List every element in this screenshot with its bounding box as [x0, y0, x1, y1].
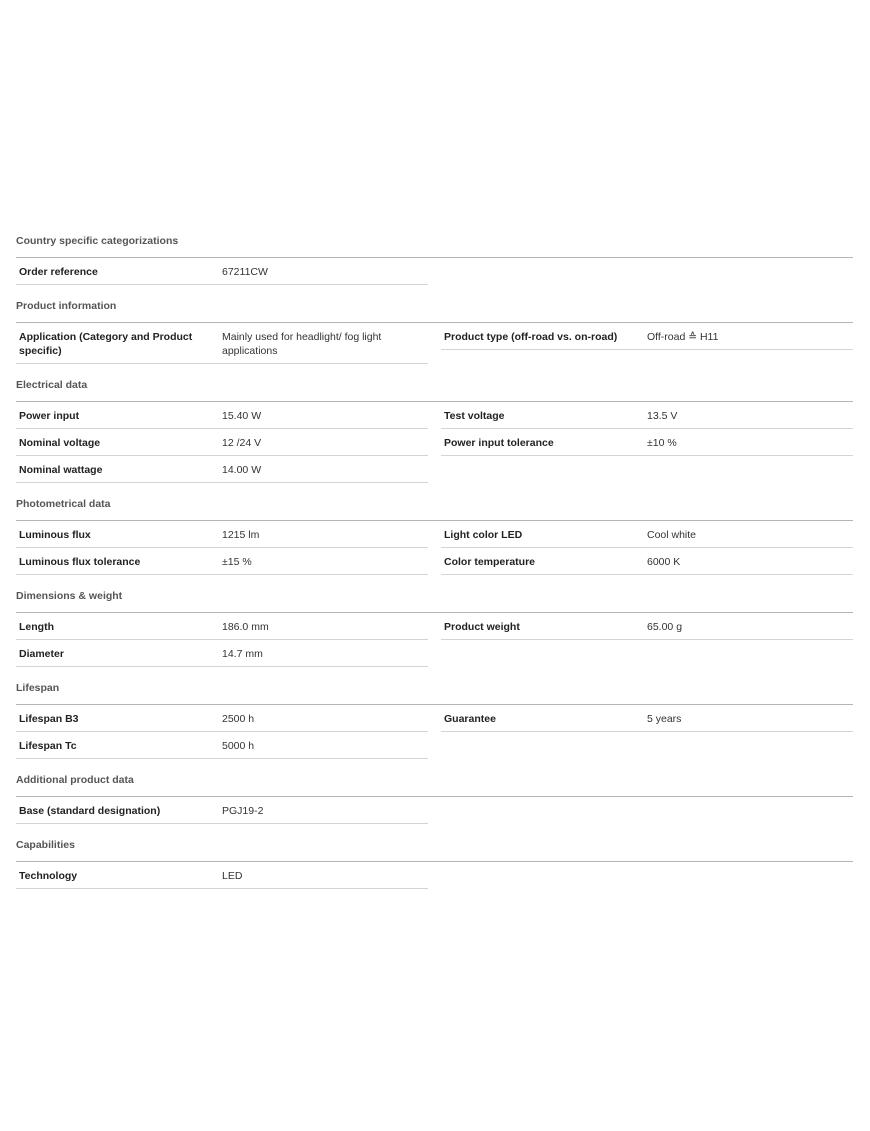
spec-label: Diameter — [19, 648, 64, 660]
left-column — [16, 613, 428, 667]
section-title: Product information — [16, 300, 117, 312]
spec-value: ±10 % — [647, 437, 677, 449]
spec-row — [16, 613, 428, 640]
spec-value: PGJ19-2 — [222, 805, 264, 817]
spec-row — [16, 402, 428, 429]
section-title: Country specific categorizations — [16, 235, 179, 247]
spec-value: ±15 % — [222, 556, 252, 568]
spec-row — [441, 429, 853, 456]
spec-value: 5 years — [647, 713, 682, 725]
spec-value: 12 /24 V — [222, 437, 262, 449]
right-column — [441, 705, 853, 759]
spec-label: Test voltage — [444, 410, 505, 422]
spec-sheet — [16, 229, 853, 898]
spec-row — [16, 797, 428, 824]
section-title: Electrical data — [16, 379, 88, 391]
spec-row — [441, 705, 853, 732]
spec-label: Order reference — [19, 266, 98, 278]
spec-row — [16, 732, 428, 759]
spec-row — [16, 548, 428, 575]
section-table — [16, 612, 853, 667]
left-column — [16, 797, 428, 824]
spec-row — [441, 323, 853, 350]
section-table — [16, 861, 853, 889]
section-table — [16, 401, 853, 483]
section-title: Lifespan — [16, 682, 60, 694]
left-column — [16, 323, 428, 364]
spec-label: Power input — [19, 410, 80, 422]
right-column — [441, 323, 853, 364]
spec-row — [441, 521, 853, 548]
spec-value: 15.40 W — [222, 410, 262, 422]
right-column — [441, 402, 853, 483]
section-table — [16, 520, 853, 575]
spec-value: LED — [222, 870, 243, 882]
section-table — [16, 322, 853, 364]
spec-label: Product type (off-road vs. on-road) — [444, 331, 618, 343]
section-table — [16, 257, 853, 285]
right-column — [441, 258, 853, 285]
spec-label: Base (standard designation) — [19, 805, 161, 817]
spec-label: Lifespan Tc — [19, 740, 77, 752]
left-column — [16, 862, 428, 889]
spec-label: Lifespan B3 — [19, 713, 79, 725]
spec-value: 13.5 V — [647, 410, 678, 422]
spec-value: 1215 lm — [222, 529, 260, 541]
left-column — [16, 705, 428, 759]
left-column — [16, 258, 428, 285]
spec-value: 5000 h — [222, 740, 255, 752]
spec-label: Light color LED — [444, 529, 523, 541]
spec-row — [16, 862, 428, 889]
spec-label: Power input tolerance — [444, 437, 554, 449]
spec-value: 65.00 g — [647, 621, 683, 633]
spec-label: Guarantee — [444, 713, 496, 725]
spec-row — [16, 640, 428, 667]
spec-row — [16, 521, 428, 548]
left-column — [16, 521, 428, 575]
spec-label: Nominal voltage — [19, 437, 101, 449]
right-column — [441, 521, 853, 575]
spec-value: 67211CW — [222, 266, 268, 278]
spec-value: Off-road ≙ H11 — [647, 331, 719, 343]
right-column — [441, 613, 853, 667]
section-title: Photometrical data — [16, 498, 111, 510]
right-column — [441, 797, 853, 824]
spec-row — [441, 548, 853, 575]
left-column — [16, 402, 428, 483]
spec-label: Luminous flux tolerance — [19, 556, 141, 568]
spec-value: Cool white — [647, 529, 697, 541]
spec-label: Luminous flux — [19, 529, 91, 541]
spec-row — [16, 429, 428, 456]
spec-row — [16, 258, 428, 285]
spec-value: 6000 K — [647, 556, 681, 568]
spec-label: Product weight — [444, 621, 520, 633]
spec-row — [16, 456, 428, 483]
spec-label: Length — [19, 621, 54, 633]
spec-value: 186.0 mm — [222, 621, 269, 633]
section-table — [16, 796, 853, 824]
spec-label: Nominal wattage — [19, 464, 103, 476]
spec-label: Application (Category and Product specific) — [19, 331, 193, 357]
spec-row — [16, 705, 428, 732]
spec-value: 14.7 mm — [222, 648, 263, 660]
section-title: Additional product data — [16, 774, 134, 786]
section-table — [16, 704, 853, 759]
spec-label: Color temperature — [444, 556, 536, 568]
spec-label: Technology — [19, 870, 78, 882]
spec-value: Mainly used for headlight/ fog light applications — [222, 331, 382, 357]
spec-value: 14.00 W — [222, 464, 262, 476]
spec-row — [16, 323, 428, 364]
spec-value: 2500 h — [222, 713, 255, 725]
spec-row — [441, 402, 853, 429]
spec-row — [441, 613, 853, 640]
right-column — [441, 862, 853, 889]
section-title: Dimensions & weight — [16, 590, 123, 602]
section-title: Capabilities — [16, 839, 75, 851]
